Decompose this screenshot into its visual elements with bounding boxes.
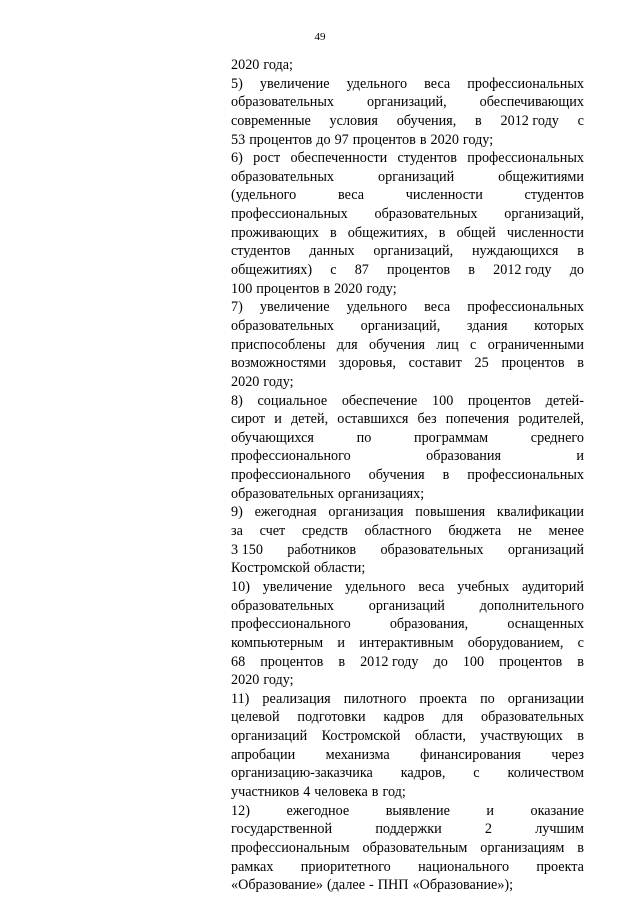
text-word: участников xyxy=(231,783,300,800)
text-word: для xyxy=(442,709,464,726)
text-word: организациях; xyxy=(338,485,425,502)
text-word: современные xyxy=(231,112,311,129)
text-word: году; xyxy=(366,280,397,297)
text-word: 53 xyxy=(231,131,246,148)
text-word: образовательных xyxy=(231,317,335,334)
text-word: родителей, xyxy=(518,411,584,428)
text-word: до xyxy=(569,262,584,279)
text-line xyxy=(231,559,584,578)
text-word: апробации xyxy=(231,746,296,763)
text-word: профессиональных xyxy=(467,150,584,167)
text-word: реализация xyxy=(262,690,331,707)
text-line xyxy=(231,541,584,560)
text-word: 100 xyxy=(432,392,454,409)
text-word: финансирования xyxy=(420,746,521,763)
text-word: проекта xyxy=(419,690,468,707)
text-word: с xyxy=(577,634,584,651)
text-word: лучшим xyxy=(535,821,584,838)
text-line xyxy=(231,690,584,709)
text-word: Костромской xyxy=(231,560,310,577)
text-word: области; xyxy=(313,560,366,577)
text-word: общежитиями xyxy=(498,168,584,185)
text-word: квалификации xyxy=(496,504,584,521)
text-word: 7) xyxy=(231,299,243,316)
text-word: государственной xyxy=(231,821,333,838)
text-word: обучения xyxy=(368,336,425,353)
text-word: 9) xyxy=(231,504,243,521)
text-word: дополнительного xyxy=(479,597,584,614)
text-word: 68 xyxy=(231,653,246,670)
text-word: 2012 году xyxy=(500,112,559,129)
text-word: 2020 xyxy=(231,373,260,390)
text-line xyxy=(231,578,584,597)
text-word: образовательных xyxy=(231,485,335,502)
text-line xyxy=(231,56,584,75)
text-word: веса xyxy=(424,75,451,92)
text-word: организациям xyxy=(480,839,565,856)
text-word: образовательных xyxy=(374,206,478,223)
text-line xyxy=(231,373,584,392)
text-word: поддержки xyxy=(375,821,442,838)
text-word: нуждающихся xyxy=(471,243,559,260)
text-word: в xyxy=(577,243,584,260)
text-word: обучения, xyxy=(396,112,457,129)
text-word: увеличение xyxy=(259,299,330,316)
text-word: приспособлены xyxy=(231,336,326,353)
text-word: организаций xyxy=(231,728,308,745)
text-word: процентов xyxy=(256,280,320,297)
text-word: ежегодное xyxy=(286,802,350,819)
text-word: организаций xyxy=(507,541,584,558)
text-word: с xyxy=(470,336,477,353)
text-word: 12) xyxy=(231,802,250,819)
text-word: 2020 xyxy=(430,131,459,148)
text-word: в xyxy=(371,783,379,800)
text-word: области, xyxy=(414,728,466,745)
text-word: организацию-заказчика xyxy=(231,765,373,782)
text-word: веса xyxy=(337,187,364,204)
text-line xyxy=(231,261,584,280)
text-word: обучения xyxy=(368,467,425,484)
text-word: профессиональных xyxy=(467,75,584,92)
text-word: процентов xyxy=(467,392,531,409)
text-line xyxy=(231,858,584,877)
text-line xyxy=(231,224,584,243)
text-word: образовательных xyxy=(231,168,335,185)
text-word: 25 xyxy=(474,355,489,372)
text-word: областного xyxy=(364,523,432,540)
text-word: компьютерным xyxy=(231,634,324,651)
text-word: организаций, xyxy=(360,317,441,334)
text-word: участвующих xyxy=(480,728,563,745)
text-word: составит xyxy=(408,355,462,372)
text-word: 2 xyxy=(484,821,492,838)
text-line xyxy=(231,653,584,672)
text-word: организаций, xyxy=(504,206,584,223)
text-word: 8) xyxy=(231,392,243,409)
text-word: общежитиях) xyxy=(231,262,313,279)
text-word: организации xyxy=(507,690,584,707)
text-line xyxy=(231,485,584,504)
text-word: счет xyxy=(259,523,286,540)
text-word: профессиональным xyxy=(231,839,350,856)
text-word: проживающих xyxy=(231,224,319,241)
text-word: профессиональных xyxy=(467,299,584,316)
text-line xyxy=(231,708,584,727)
text-word: 5) xyxy=(231,75,243,92)
text-word: года; xyxy=(263,57,293,73)
text-word: детей, xyxy=(290,411,329,428)
text-word: численности xyxy=(506,224,584,241)
text-word: численности xyxy=(405,187,483,204)
text-word: количеством xyxy=(507,765,584,782)
text-word: удельного xyxy=(345,578,406,595)
text-line xyxy=(231,597,584,616)
text-line xyxy=(231,280,584,299)
text-word: обеспечивающих xyxy=(479,94,584,111)
text-word: оснащенных xyxy=(507,616,584,633)
text-word: кадров, xyxy=(400,765,446,782)
text-word: условия xyxy=(329,112,378,129)
text-word: 2012 году xyxy=(360,653,419,670)
text-line xyxy=(231,186,584,205)
text-word: образовательным xyxy=(362,839,468,856)
text-word: процентов xyxy=(387,262,451,279)
text-word: в xyxy=(475,112,482,129)
text-word: обеспеченности xyxy=(290,150,388,167)
text-word: ежегодная xyxy=(254,504,317,521)
text-word: профессионального xyxy=(231,448,351,465)
text-word: организаций, xyxy=(373,243,454,260)
text-word: году; xyxy=(263,672,294,689)
text-word: в xyxy=(468,262,475,279)
text-word: оказание xyxy=(530,802,584,819)
text-word: детей- xyxy=(545,392,584,409)
text-word: Костромской xyxy=(321,728,401,745)
text-word: интерактивным xyxy=(359,634,454,651)
text-word: удельного xyxy=(346,75,408,92)
text-line xyxy=(231,820,584,839)
text-word: приоритетного xyxy=(300,858,391,875)
text-word: рамках xyxy=(231,858,274,875)
text-line xyxy=(231,298,584,317)
text-word: оборудованием, xyxy=(467,634,564,651)
text-line xyxy=(231,634,584,653)
text-word: 10) xyxy=(231,578,250,595)
text-word: общей xyxy=(456,224,496,241)
text-word: кадров xyxy=(383,709,425,726)
page-number: 49 xyxy=(314,31,326,43)
text-word: (далее xyxy=(326,877,365,894)
text-word: в xyxy=(577,728,584,745)
text-word: обучающихся xyxy=(231,429,314,446)
text-word: в xyxy=(419,131,427,148)
text-word: увеличение xyxy=(259,75,330,92)
text-word: 87 xyxy=(354,262,369,279)
text-line xyxy=(231,727,584,746)
text-word: сирот xyxy=(231,411,266,428)
text-line xyxy=(231,354,584,373)
text-word: общежитиях, xyxy=(347,224,428,241)
text-line xyxy=(231,746,584,765)
text-word: в xyxy=(323,280,331,297)
text-word: 97 xyxy=(334,131,349,148)
text-word: «Образование»); xyxy=(412,877,514,894)
text-word: механизма xyxy=(325,746,390,763)
text-word: данных xyxy=(309,243,355,260)
text-word: образования xyxy=(426,448,501,465)
text-word: в xyxy=(438,224,446,241)
text-word: 11) xyxy=(231,690,250,707)
text-word: 4 xyxy=(303,783,311,800)
text-word: (удельного xyxy=(231,187,297,204)
text-word: ПНП xyxy=(377,877,409,894)
text-word: здания xyxy=(466,317,508,334)
text-word: среднего xyxy=(530,429,584,446)
text-word: и xyxy=(274,411,282,428)
text-word: 6) xyxy=(231,150,243,167)
text-word: 2020 xyxy=(231,672,260,689)
text-line xyxy=(231,149,584,168)
text-word: работников xyxy=(287,541,357,558)
text-word: 3 150 xyxy=(231,541,263,558)
text-word: студентов xyxy=(231,243,291,260)
text-word: профессионального xyxy=(231,467,351,484)
text-word: студентов xyxy=(524,187,584,204)
text-word: лиц xyxy=(436,336,459,353)
text-word: профессиональных xyxy=(467,467,584,484)
text-line xyxy=(231,503,584,522)
text-word: процентов xyxy=(260,653,324,670)
text-word: год; xyxy=(382,783,406,800)
text-word: удельного xyxy=(346,299,408,316)
text-word: подготовки xyxy=(297,709,366,726)
text-word: которых xyxy=(534,317,584,334)
text-word: социальное xyxy=(257,392,328,409)
text-word: повышения xyxy=(415,504,486,521)
text-line xyxy=(231,522,584,541)
text-word: процентов xyxy=(249,131,313,148)
text-word: в xyxy=(442,467,450,484)
text-line xyxy=(231,242,584,261)
text-word: в xyxy=(577,355,584,372)
text-word: процентов xyxy=(352,131,416,148)
text-line xyxy=(231,839,584,858)
text-word: целевой xyxy=(231,709,280,726)
text-word: и xyxy=(486,802,494,819)
text-word: выявление xyxy=(385,802,450,819)
text-word: веса xyxy=(418,578,445,595)
text-word: студентов xyxy=(397,150,457,167)
text-word: аудиторий xyxy=(521,578,584,595)
text-word: в xyxy=(329,224,337,241)
text-word: 2020 xyxy=(334,280,363,297)
text-word: профессиональных xyxy=(231,206,348,223)
text-word: без xyxy=(417,411,437,428)
text-word: с xyxy=(330,262,337,279)
text-word: не xyxy=(517,523,532,540)
text-word: и xyxy=(576,448,584,465)
text-word: программам xyxy=(413,429,489,446)
text-line xyxy=(231,802,584,821)
text-line xyxy=(231,93,584,112)
text-word: для xyxy=(336,336,358,353)
text-line xyxy=(231,131,584,150)
text-line xyxy=(231,336,584,355)
text-word: образовательных xyxy=(480,709,584,726)
text-word: здоровья, xyxy=(338,355,396,372)
text-line xyxy=(231,466,584,485)
text-word: учебных xyxy=(457,578,510,595)
text-word: оставшихся xyxy=(337,411,409,428)
text-word: человека xyxy=(314,783,368,800)
text-line xyxy=(231,671,584,690)
text-word: ограниченными xyxy=(487,336,584,353)
text-line xyxy=(231,783,584,802)
text-word: попечения xyxy=(445,411,510,428)
text-line xyxy=(231,392,584,411)
text-word: обеспечение xyxy=(341,392,418,409)
text-word: через xyxy=(551,746,584,763)
text-line xyxy=(231,876,584,895)
text-line xyxy=(231,447,584,466)
text-word: национального xyxy=(418,858,510,875)
text-word: до xyxy=(433,653,448,670)
text-word: в xyxy=(577,839,584,856)
text-word: профессионального xyxy=(231,616,351,633)
text-word: возможностями xyxy=(231,355,327,372)
text-word: организаций xyxy=(378,168,455,185)
text-word: 100 xyxy=(231,280,253,297)
text-word: организация xyxy=(328,504,404,521)
text-word: пилотного xyxy=(343,690,407,707)
text-word: образовательных xyxy=(380,541,484,558)
text-line xyxy=(231,764,584,783)
text-word: 2020 xyxy=(231,57,260,73)
text-word: образовательных xyxy=(231,597,335,614)
text-word: в xyxy=(577,653,584,670)
text-word: году; xyxy=(263,373,294,390)
text-line xyxy=(231,112,584,131)
text-word: «Образование» xyxy=(231,877,323,894)
body-text xyxy=(231,56,584,895)
text-word: - xyxy=(369,877,374,894)
text-word: и xyxy=(337,634,345,651)
text-word: образования, xyxy=(389,616,469,633)
text-word: организаций xyxy=(368,597,445,614)
text-line xyxy=(231,75,584,94)
text-word: 100 xyxy=(462,653,485,670)
text-word: бюджета xyxy=(448,523,502,540)
text-word: образовательных xyxy=(231,94,335,111)
text-word: увеличение xyxy=(262,578,333,595)
text-word: году; xyxy=(462,131,494,148)
text-word: 2012 году xyxy=(493,262,552,279)
text-word: менее xyxy=(548,523,584,540)
text-line xyxy=(231,205,584,224)
text-word: с xyxy=(473,765,480,782)
text-word: до xyxy=(316,131,331,148)
text-word: за xyxy=(231,523,243,540)
text-word: процентов xyxy=(499,653,563,670)
text-word: рост xyxy=(253,150,281,167)
text-line xyxy=(231,615,584,634)
text-line xyxy=(231,317,584,336)
text-word: средств xyxy=(301,523,348,540)
text-line xyxy=(231,429,584,448)
text-word: веса xyxy=(424,299,451,316)
text-word: процентов xyxy=(501,355,565,372)
text-word: организаций, xyxy=(366,94,447,111)
text-line xyxy=(231,410,584,429)
text-word: по xyxy=(480,690,495,707)
text-word: в xyxy=(338,653,346,670)
text-word: с xyxy=(577,112,584,129)
text-word: проекта xyxy=(536,858,584,875)
text-line xyxy=(231,168,584,187)
text-word: по xyxy=(356,429,372,446)
